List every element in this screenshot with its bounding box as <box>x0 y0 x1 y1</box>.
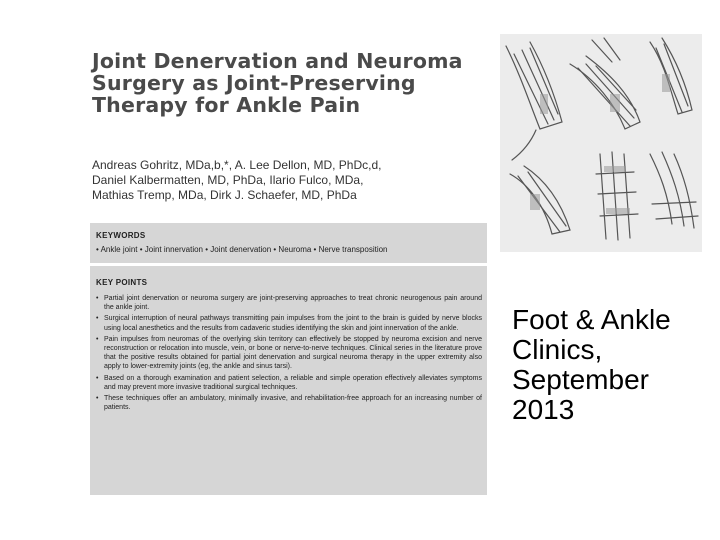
key-point: • Surgical interruption of neural pathways transmitting pain impulses from the joint to the brain is guided by nerve blocks using local anesthetics and the results from cadaveric studies identifying the skin and joint innervation of the ankle. <box>96 314 482 332</box>
foot-anatomy-illustration <box>500 34 702 252</box>
title-line: Therapy for Ankle Pain <box>92 93 361 117</box>
caption-line: 2013 <box>512 394 575 425</box>
author-line: Mathias Tremp, MDa, Dirk J. Schaefer, MD, PhDa <box>92 188 357 202</box>
title-line: Joint Denervation and Neuroma <box>92 49 463 73</box>
author-line: Daniel Kalbermatten, MD, PhDa, Ilario Fulco, MDa, <box>92 173 364 187</box>
key-point: • Partial joint denervation or neuroma surgery are joint-preserving approaches to treat chronic neurogenous pain around the ankle joint. <box>96 294 482 312</box>
keywords-list: • Ankle joint • Joint innervation • Joint denervation • Neuroma • Nerve transposition <box>96 245 388 254</box>
article-authors <box>92 158 487 203</box>
key-points-box <box>90 266 487 495</box>
keywords-heading: KEYWORDS <box>96 231 146 240</box>
key-points-heading: KEY POINTS <box>96 278 148 287</box>
key-point: • Pain impulses from neuromas of the overlying skin territory can effectively be stopped by neuroma excision and nerve reconstruction or relocation into muscle, vein, or bone or nerve-to-nerve techniques. Clinical series in the literature prove that the positive results obtained for partial joint denervation and surgical neuroma therapy in the upper extremity also apply to lower-extremity joints (eg, the ankle and sinus tarsi). <box>96 335 482 372</box>
citation-caption <box>512 305 712 425</box>
key-point: • These techniques offer an ambulatory, minimally invasive, and rehabilitation-free approach for an increasing number of patients. <box>96 394 482 412</box>
caption-line: September <box>512 364 649 395</box>
caption-line: Clinics, <box>512 334 603 365</box>
caption-line: Foot & Ankle <box>512 304 671 335</box>
foot-sketch-image <box>500 34 702 252</box>
keywords-box <box>90 223 487 263</box>
author-line: Andreas Gohritz, MDa,b,*, A. Lee Dellon, MD, PhDc,d, <box>92 158 382 172</box>
key-point: • Based on a thorough examination and patient selection, a reliable and simple operation effectively alleviates symptoms and may prevent more invasive traditional surgical techniques. <box>96 374 482 392</box>
key-points-list <box>96 294 482 414</box>
article-page-image <box>90 40 487 495</box>
article-title <box>92 50 482 116</box>
title-line: Surgery as Joint-Preserving <box>92 71 416 95</box>
